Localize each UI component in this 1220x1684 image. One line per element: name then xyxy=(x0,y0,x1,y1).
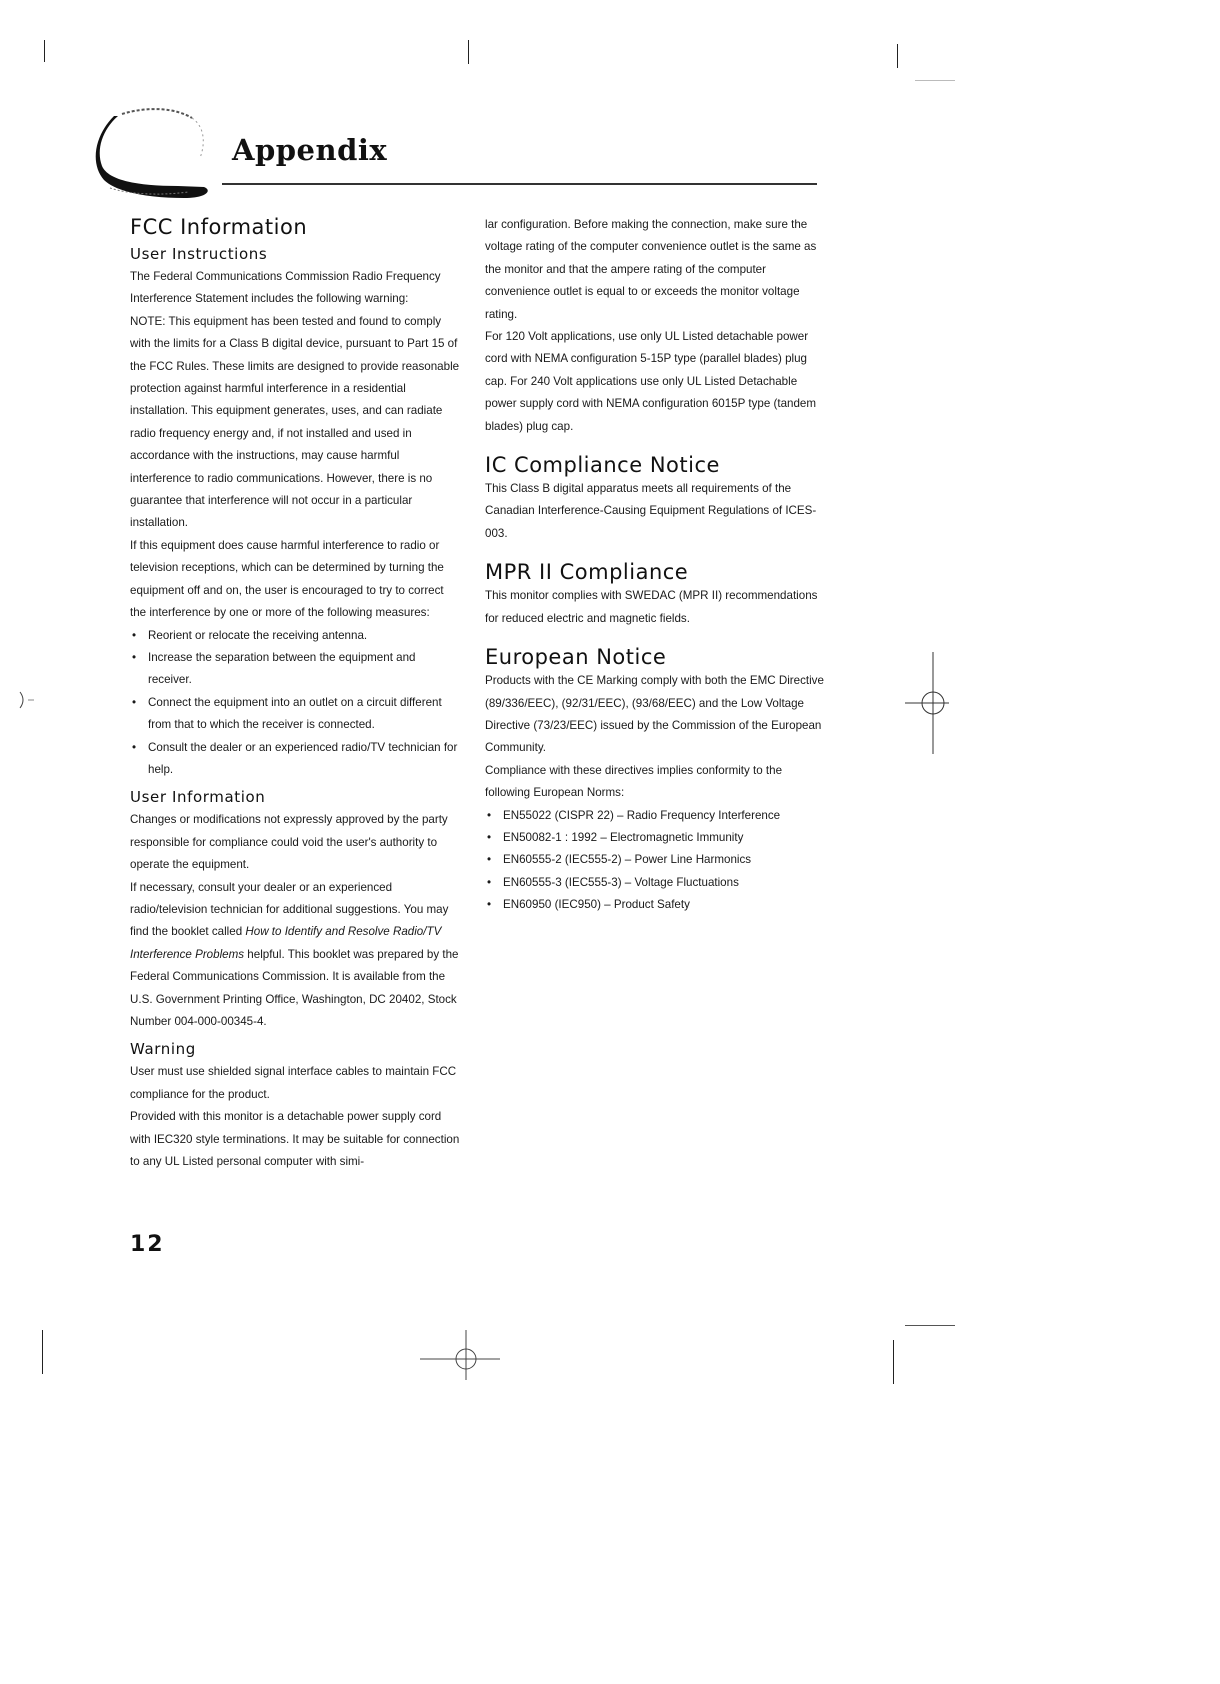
list-item: • EN50082-1 : 1992 – Electromagnetic Immunity xyxy=(485,827,830,849)
crop-mark-bottom-right-line xyxy=(905,1325,955,1326)
crop-mark-top-left xyxy=(44,40,45,62)
norms-list xyxy=(485,805,830,917)
mpr-compliance-text: This monitor complies with SWEDAC (MPR II) recommendations for reduced electric and magnetic fields. xyxy=(485,589,818,625)
list-item: • EN55022 (CISPR 22) – Radio Frequency Interference xyxy=(485,805,830,827)
right-column xyxy=(485,214,830,917)
volt-text: For 120 Volt applications, use only UL Listed detachable power cord with NEMA configuration 5-15P type (parallel blades) plug cap. For 240 Volt applications use only UL Listed Detachable power supply cord with NEMA configuration 6015P type (tandem blades) plug cap. xyxy=(485,330,817,433)
continued-text: lar configuration. Before making the connection, make sure the voltage rating of the computer convenience outlet is the same as the monitor and that the ampere rating of the computer convenience outlet is equal to or exceeds the monitor voltage rating. xyxy=(485,218,817,321)
list-item: • EN60950 (IEC950) – Product Safety xyxy=(485,894,830,916)
fcc-interference-text: If this equipment does cause harmful interference to radio or television receptions, which can be determined by turning the equipment off and on, the user is encouraged to try to correct the interference by one or more of the following measures: xyxy=(130,538,444,620)
list-item: • EN60555-2 (IEC555-2) – Power Line Harmonics xyxy=(485,849,830,871)
list-item: • Consult the dealer or an experienced radio/TV technician for help. xyxy=(130,737,460,782)
page-number: 12 xyxy=(130,1232,165,1257)
measures-list xyxy=(130,625,460,782)
registration-mark-left xyxy=(16,690,36,710)
compliance-text: Compliance with these directives implies conformity to the following European Norms: xyxy=(485,763,783,800)
list-item: • EN60555-3 (IEC555-3) – Voltage Fluctuations xyxy=(485,872,830,894)
list-item: • Reorient or relocate the receiving antenna. xyxy=(130,625,460,647)
changes-text: Changes or modifications not expressly approved by the party responsible for compliance could void the user's authority to operate the equipment. xyxy=(130,813,448,872)
ic-compliance-heading: IC Compliance Notice xyxy=(485,453,720,478)
header-rule xyxy=(222,183,817,185)
crop-mark-top-center xyxy=(468,40,469,64)
consult-text xyxy=(130,877,460,1034)
european-notice-heading: European Notice xyxy=(485,645,667,670)
booklet-title: How to Identify and Resolve Radio/TV Interference Problems xyxy=(130,925,442,961)
warning-heading: Warning xyxy=(130,1040,196,1059)
crop-mark-top-right-dash xyxy=(915,80,955,81)
consult-prefix: If necessary, consult your dealer or an experienced radio/television technician for additional suggestions. You may find the booklet called xyxy=(130,880,449,939)
crop-mark-bottom-right xyxy=(893,1340,894,1384)
registration-mark-bottom xyxy=(420,1330,500,1380)
list-item: • Connect the equipment into an outlet on a circuit different from that to which the receiver is connected. xyxy=(130,692,460,737)
page-title: Appendix xyxy=(232,133,388,167)
ic-compliance-text: This Class B digital apparatus meets all requirements of the Canadian Interference-Causing Equipment Regulations of ICES-003. xyxy=(485,482,817,540)
crop-mark-top-right xyxy=(897,44,898,68)
appendix-logo-icon xyxy=(88,100,223,205)
power-cord-text: Provided with this monitor is a detachable power supply cord with IEC320 style terminations. It may be suitable for connection to any UL Listed personal computer with simi- xyxy=(130,1110,460,1169)
crop-mark-bottom-left xyxy=(42,1330,43,1374)
left-column xyxy=(130,214,460,1173)
consult-suffix: helpful. This booklet was prepared by the Federal Communications Commission. It is available from the U.S. Government Printing Office, Washington, DC 20402, Stock Number 004-000-00345-4. xyxy=(130,947,459,1028)
warning-text: User must use shielded signal interface cables to maintain FCC compliance for the product. xyxy=(130,1065,457,1101)
fcc-intro-text: The Federal Communications Commission Radio Frequency Interference Statement includes the following warning: xyxy=(130,270,441,306)
list-item: • Increase the separation between the equipment and receiver. xyxy=(130,647,460,692)
user-information-heading: User Information xyxy=(130,788,266,807)
fcc-note-text: NOTE: This equipment has been tested and found to comply with the limits for a Class B digital device, pursuant to Part 15 of the FCC Rules. These limits are designed to provide reasonable protection against harmful interference in a residential installation. This equipment generates, uses, and can radiate radio frequency energy and, if not installed and used in accordance with the instructions, may cause harmful interference to radio communications. However, there is no guarantee that interference will not occur in a particular installation. xyxy=(130,314,460,530)
european-notice-text: Products with the CE Marking comply with both the EMC Directive (89/336/EEC), (92/31/EEC), (93/68/EEC) and the Low Voltage Directive (73/23/EEC) issued by the Commission of the European Community. xyxy=(485,674,824,755)
fcc-information-heading: FCC Information xyxy=(130,215,308,239)
registration-mark-right xyxy=(905,652,949,754)
user-instructions-heading: User Instructions xyxy=(130,245,268,263)
mpr-compliance-heading: MPR II Compliance xyxy=(485,560,689,585)
